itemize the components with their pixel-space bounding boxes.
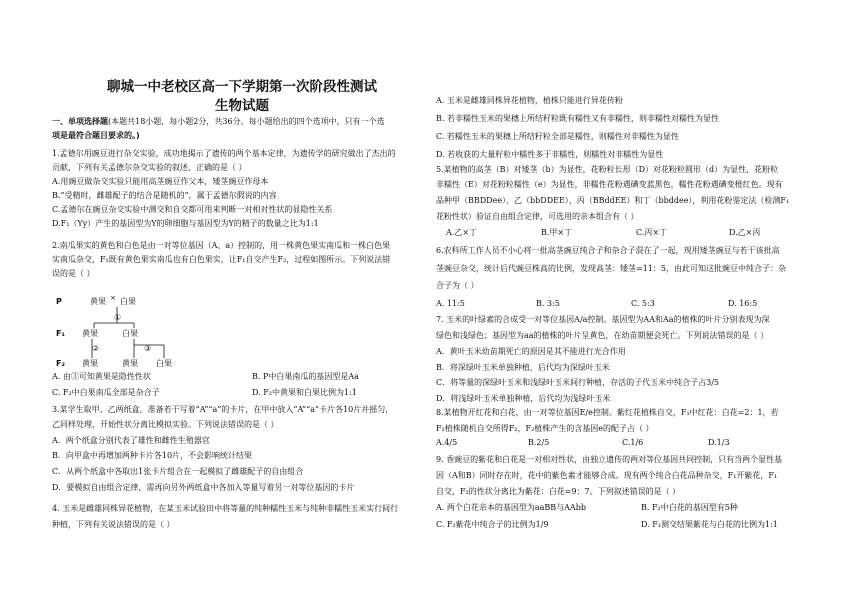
q9-option-b: B. F₂中白花的基因型有5种 xyxy=(641,503,738,512)
q6-stem-c: 合子为（ ） xyxy=(436,281,479,290)
q4-option-a: A. 玉米是雌雄同株异花植物，植株只能进行异花传粉 xyxy=(436,96,623,105)
q2-stem-b: 实南瓜杂交，F₁既有黄色果实南瓜也有白色果实，让F₁自交产生F₂，过程如图所示。下列说法错 xyxy=(52,255,391,264)
gen-f2-label: F₂ xyxy=(56,359,65,368)
q9-stem-c: 自交，F₂的性状分离比为紫花：白花=9：7。下列叙述错误的是（ ） xyxy=(436,487,681,496)
q6-stem-a: 6.农科所工作人员不小心将一批高茎豌豆纯合子和杂合子混在了一起，现用矮茎豌豆与若干该批高 xyxy=(436,246,780,255)
gen-f1-label: F₁ xyxy=(56,329,65,338)
q6-option-c: C. 5:3 xyxy=(631,299,655,308)
section-note-b: 项是最符合题目要求的。) xyxy=(52,131,140,140)
step-3-marker: ③ xyxy=(144,344,152,353)
q5-option-a: A.乙×丁 xyxy=(446,228,478,237)
q1-stem-a: 1.孟德尔用豌豆进行杂交实验，成功地揭示了遗传的两个基本定律，为遗传学的研究做出了杰出的 xyxy=(52,149,396,158)
q9-stem-a: 9. 香豌豆的紫花和白花是一对相对性状，由独立遗传的两对等位基因共同控制，只有当两个显性基 xyxy=(436,455,783,464)
q5-option-b: B.甲×丁 xyxy=(541,228,573,237)
q3-stem-b: 乙同样处理，开始性状分离比模拟实验。下列说法错误的是（ ） xyxy=(52,420,279,429)
q1-option-d: D.F₁（Yy）产生的基因型为Y的卵细胞与基因型为Y的精子的数量之比为1:1 xyxy=(52,219,319,228)
q5-stem-a: 5.某植物的高茎（B）对矮茎（b）为显性，花粉粒长形（D）对花粉粒圆形（d）为显性，花粉粒 xyxy=(436,165,779,174)
q4-stem-b: 种植，下列有关说法错误的是（ ） xyxy=(52,520,175,529)
q3-stem-a: 3.某学生取甲、乙两纸盒，准备若干写着“A”“a”的卡片，在甲中放入“A”“a”卡片各10片并摇匀， xyxy=(52,405,394,414)
q3-option-d: D．要模拟自由组合定律，需再向另外两纸盒中各加入等量写着另一对等位基因的卡片 xyxy=(52,483,355,492)
q6-option-a: A. 11:5 xyxy=(436,299,465,308)
q6-option-d: D. 16:5 xyxy=(728,299,758,308)
q5-option-c: C.丙×丁 xyxy=(636,228,668,237)
q2-stem-c: 误的是（ ） xyxy=(52,269,95,278)
gen-p-label: P xyxy=(56,297,62,306)
q2-stem-a: 2.南瓜果实的黄色和白色是由一对等位基因（A、a）控制的，用一株黄色果实南瓜和一株白色果 xyxy=(52,241,391,250)
q3-option-b: B．向甲盒中再增加两种卡片各10片，不会影响统计结果 xyxy=(52,451,253,460)
q9-stem-b: 因（A和B）同时存在时，花中的紫色素才能够合成。现有两个纯合白花品种杂交，F₁开紫花，F₁ xyxy=(436,471,778,480)
q5-stem-d: 花粉性状）验证自由组合定律，可选用的亲本组合有（ ） xyxy=(436,212,639,221)
q5-stem-b: 非糯性（E）对花粉粒糯性（e）为显性，非糯性花粉遇碘变蓝黑色，糯性花粉遇碘变橙红色。现有 xyxy=(436,180,783,189)
step-2-marker: ② xyxy=(92,344,100,353)
step-1-marker: ① xyxy=(114,313,122,322)
genetic-cross-diagram xyxy=(52,295,222,375)
p-yellow-label: 黄果 xyxy=(90,297,106,306)
q8-stem-b: F₁植株随机自交所得F₂，F₂植株产生的含基因e的配子占（ ） xyxy=(436,424,654,433)
q8-stem-a: 8.某植物开红花和白花，由一对等位基因E/e控制。紫红花植株自交，F₁中红花：白花=2：1，若 xyxy=(436,408,779,417)
q1-option-c: C.孟德尔在豌豆杂交实验中测交和自交都可用来判断一对相对性状的显隐性关系 xyxy=(52,205,333,214)
q2-option-a: A. 由③可知黄果是隐性性状 xyxy=(52,372,151,381)
q1-stem-b: 贡献，下列有关孟德尔杂交实验的叙述，正确的是（ ） xyxy=(52,163,247,172)
q6-stem-b: 茎豌豆杂交，统计后代豌豆株高的比例，发现高茎：矮茎=11：5，由此可知这批豌豆中纯合子：杂 xyxy=(436,264,786,273)
f2-yellow-b-label: 黄果 xyxy=(122,359,138,368)
q9-option-d: D. F₁测交结果紫花与白花的比例为1:1 xyxy=(641,520,778,529)
exam-subtitle: 生物试题 xyxy=(215,98,269,114)
f1-white-label: 白果 xyxy=(122,329,138,338)
exam-title: 聊城一中老校区高一下学期第一次阶段性测试 xyxy=(107,79,377,95)
section-heading-line xyxy=(52,117,385,127)
q4-option-d: D. 若收获的大量籽粒中糯性多于非糯性，则糯性对非糯性为显性 xyxy=(436,150,664,159)
q2-option-c: C. F₂中白果南瓜全部是杂合子 xyxy=(52,388,160,397)
q2-option-d: D. F₂中黄果和白果比例为1:1 xyxy=(252,388,357,397)
q5-option-d: D.乙×丙 xyxy=(729,228,761,237)
q1-option-a: A.用豌豆做杂交实验只能用高茎豌豆作父本，矮茎豌豆作母本 xyxy=(52,177,269,186)
q9-option-c: C. F₂紫花中纯合子的比例为1/9 xyxy=(436,520,549,529)
q8-option-d: D.1/3 xyxy=(708,438,730,447)
q7-option-d: D．将浅绿叶玉米单独种植，后代均为浅绿叶玉米 xyxy=(436,394,611,403)
q7-option-c: C．将等量的深绿叶玉米和浅绿叶玉米间行种植，存活的子代玉米中纯合子占3/5 xyxy=(436,378,719,387)
q4-stem-a: 4. 玉米是雌雄同株异花植物，在某玉米试验田中将等量的纯种糯性玉米与纯种非糯性玉米实行间行 xyxy=(52,504,399,513)
q7-stem-b: 绿色和浅绿色；基因型为aa的植株的叶片呈黄色，在幼苗期便会死亡。下列说法错误的是（ ） xyxy=(436,331,769,340)
q9-option-a: A. 两个白花亲本的基因型为aaBB与AAbb xyxy=(436,503,586,512)
f2-yellow-a-label: 黄果 xyxy=(82,359,98,368)
p-white-label: 白果 xyxy=(120,297,136,306)
q6-option-b: B. 3:5 xyxy=(536,299,560,308)
section-note-a: (本题共18小题，每小题2分，共36分。每小题给出的四个选项中，只有一个选 xyxy=(108,117,385,126)
q3-option-c: C．从两个纸盒中各取出1张卡片组合在一起模拟了雌雄配子的自由组合 xyxy=(52,467,304,476)
q7-stem-a: 7. 玉米的叶绿素的合成受一对等位基因A/a控制。基因型为AA和Aa的植株的叶片分别表现为深 xyxy=(436,315,770,324)
q2-option-b: B. P中白果南瓜的基因型是Aa xyxy=(252,372,359,381)
q1-option-b: B.“受精时，雌雄配子的结合是随机的”，属于孟德尔假说的内容 xyxy=(52,191,277,200)
q8-option-a: A.4/5 xyxy=(436,438,458,447)
q8-option-c: C.1/6 xyxy=(622,438,644,447)
q8-option-b: B.2/5 xyxy=(528,438,550,447)
q3-option-a: A．两个纸盒分别代表了雄性和雌性生殖器官 xyxy=(52,436,210,445)
f2-white-label: 白果 xyxy=(156,359,172,368)
q7-option-a: A．黄叶玉米幼苗期死亡的原因是其不能进行光合作用 xyxy=(436,347,626,356)
cross-symbol: × xyxy=(110,295,116,302)
f1-yellow-label: 黄果 xyxy=(82,329,98,338)
q4-option-b: B. 若非糯性玉米的果穗上所结籽粒既有糯性又有非糯性，则非糯性对糯性为显性 xyxy=(436,114,719,123)
section-heading: 一、单项选择题 xyxy=(52,117,108,126)
q5-stem-c: 品种甲（BBDDee）、乙（bbDDEE）、丙（BBddEE）和丁（bbddee），利用花粉鉴定法（检测F₁ xyxy=(436,196,790,205)
q4-option-c: C. 若糯性玉米的果穗上所结籽粒全部是糯性，则糯性对非糯性为显性 xyxy=(436,132,679,141)
q7-option-b: B．将深绿叶玉米单独种植，后代均为深绿叶玉米 xyxy=(436,363,610,372)
